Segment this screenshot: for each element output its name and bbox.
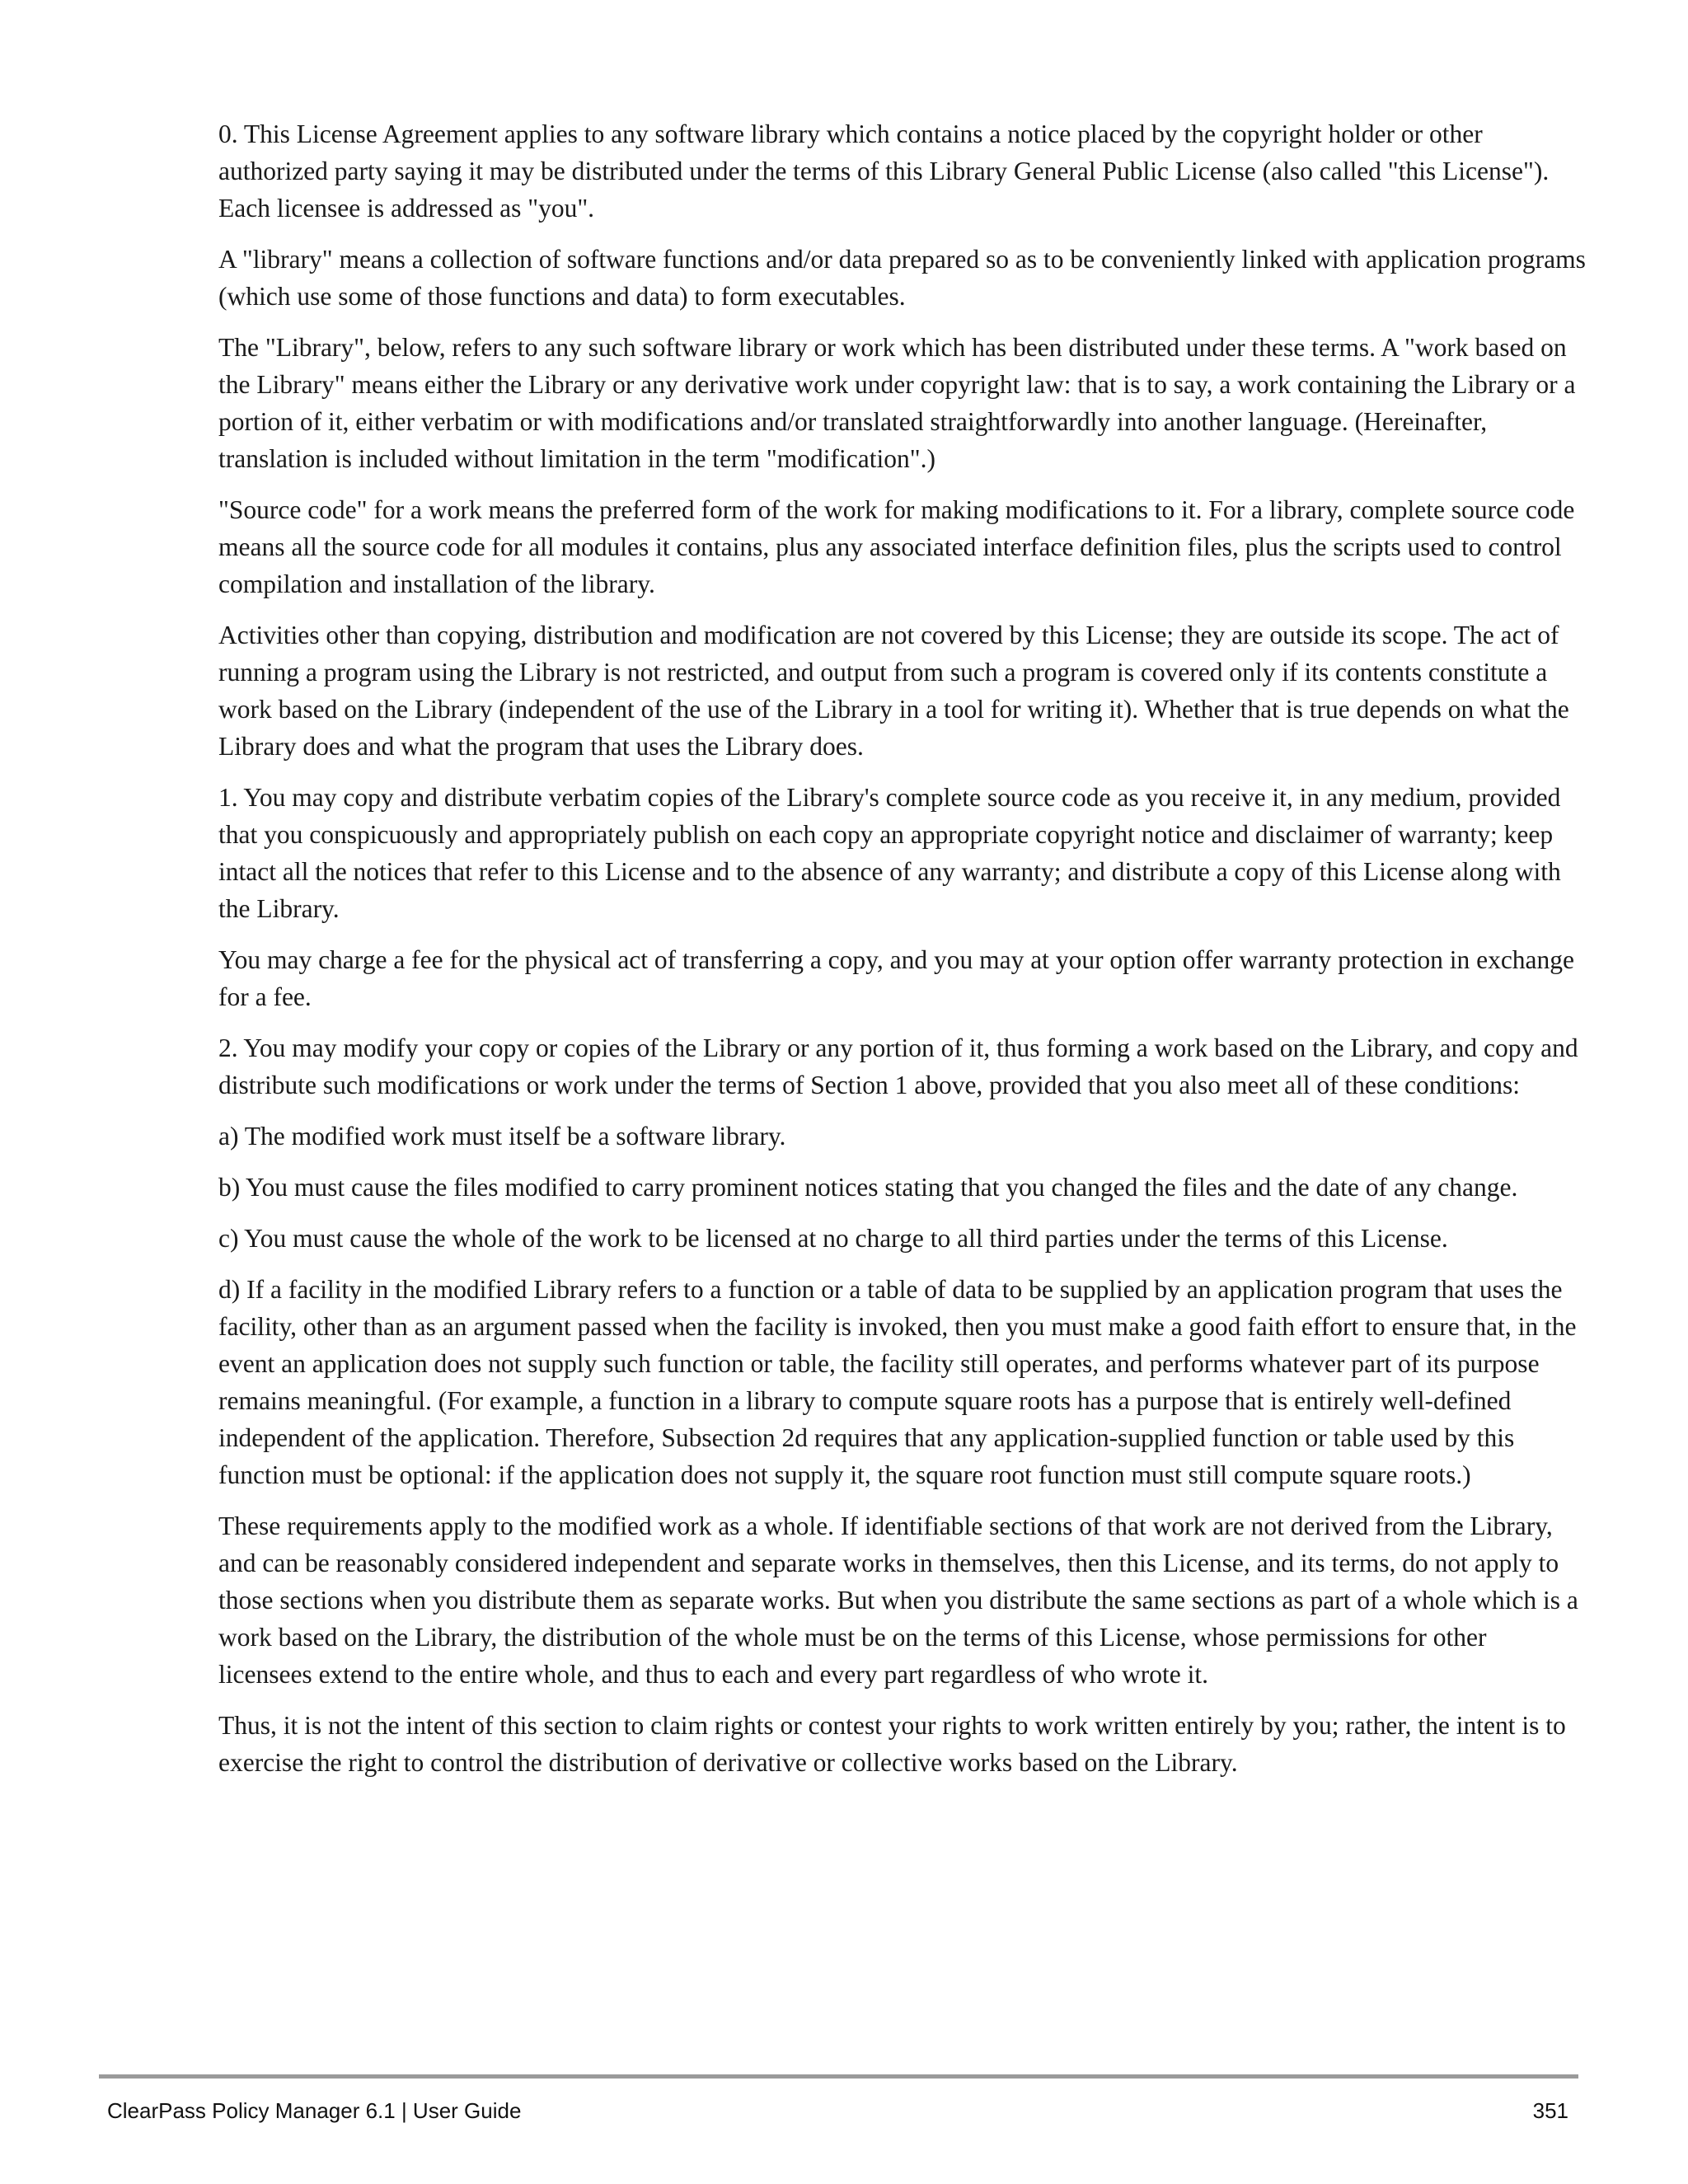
footer-text-row (99, 2098, 1578, 2123)
paragraph-section-0: 0. This License Agreement applies to any software library which contains a notice placed by the copyright holder or other authorized party saying it may be distributed under the terms of this Library General Public License (also called "this License"). Each licensee is addressed as "you". (218, 120, 1550, 223)
paragraph-activities-scope: Activities other than copying, distribution and modification are not covered by this License; they are outside its scope. The act of running a program using the Library is not restricted, and output from such a program is covered only if its contents constitute a work based on the Library (independent of the use of the Library in a tool for writing it). Whether that is true depends on what the Library does and what the program that uses the Library does. (218, 621, 1569, 761)
page-footer (99, 2074, 1578, 2123)
footer-doc-title: ClearPass Policy Manager 6.1 | User Guide (107, 2098, 522, 2123)
paragraph-section-1: 1. You may copy and distribute verbatim copies of the Library's complete source code as you receive it, in any medium, provided that you conspicuously and appropriately publish on each copy an appropriate copyright notice and disclaimer of warranty; keep intact all the notices that refer to this License and to the absence of any warranty; and distribute a copy of this License along with the Library. (218, 783, 1561, 923)
paragraph-source-code-definition: "Source code" for a work means the preferred form of the work for making modifications to it. For a library, complete source code means all the source code for all modules it contains, plus any associated interface definition files, plus the scripts used to control compilation and installation of the library. (218, 495, 1575, 598)
paragraph-section-2: 2. You may modify your copy or copies of the Library or any portion of it, thus forming a work based on the Library, and copy and distribute such modifications or work under the terms of Section 1 above, provided that you also meet all of these conditions: (218, 1033, 1578, 1099)
footer-divider (99, 2074, 1578, 2079)
paragraph-library-definition: A "library" means a collection of software functions and/or data prepared so as to be conveniently linked with application programs (which use some of those functions and data) to form executables. (218, 245, 1586, 311)
paragraph-condition-a: a) The modified work must itself be a software library. (218, 1122, 786, 1151)
paragraph-fee: You may charge a fee for the physical act of transferring a copy, and you may at your option offer warranty protection in exchange for a fee. (218, 945, 1575, 1011)
paragraph-intent: Thus, it is not the intent of this section to claim rights or contest your rights to work written entirely by you; rather, the intent is to exercise the right to control the distribution of derivative or collective works based on the Library. (218, 1711, 1566, 1777)
document-body (218, 115, 1587, 1795)
paragraph-condition-b: b) You must cause the files modified to carry prominent notices stating that you changed the files and the date of any change. (218, 1173, 1518, 1202)
paragraph-condition-c: c) You must cause the whole of the work to be licensed at no charge to all third parties under the terms of this License. (218, 1224, 1448, 1253)
footer-page-number: 351 (1532, 2098, 1568, 2123)
paragraph-the-library-definition: The "Library", below, refers to any such software library or work which has been distributed under these terms. A "work based on the Library" means either the Library or any derivative work under copyright law: that is to say, a work containing the Library or a portion of it, either verbatim or with modifications and/or translated straightforwardly into another language. (Hereinafter, translation is included without limitation in the term "modification".) (218, 333, 1576, 473)
paragraph-condition-d: d) If a facility in the modified Library refers to a function or a table of data to be supplied by an application program that uses the facility, other than as an argument passed when the facility is invoked, then you must make a good faith effort to ensure that, in the event an application does not supply such function or table, the facility still operates, and performs whatever part of its purpose remains meaningful. (For example, a function in a library to compute square roots has a purpose that is entirely well-defined independent of the application. Therefore, Subsection 2d requires that any application-supplied function or table used by this function must be optional: if the application does not supply it, the square root function must still compute square roots.) (218, 1275, 1577, 1489)
paragraph-requirements-whole: These requirements apply to the modified work as a whole. If identifiable sections of that work are not derived from the Library, and can be reasonably considered independent and separate works in themselves, then this License, and its terms, do not apply to those sections when you distribute them as separate works. But when you distribute the same sections as part of a whole which is a work based on the Library, the distribution of the whole must be on the terms of this License, whose permissions for other licensees extend to the entire whole, and thus to each and every part regardless of who wrote it. (218, 1511, 1578, 1689)
